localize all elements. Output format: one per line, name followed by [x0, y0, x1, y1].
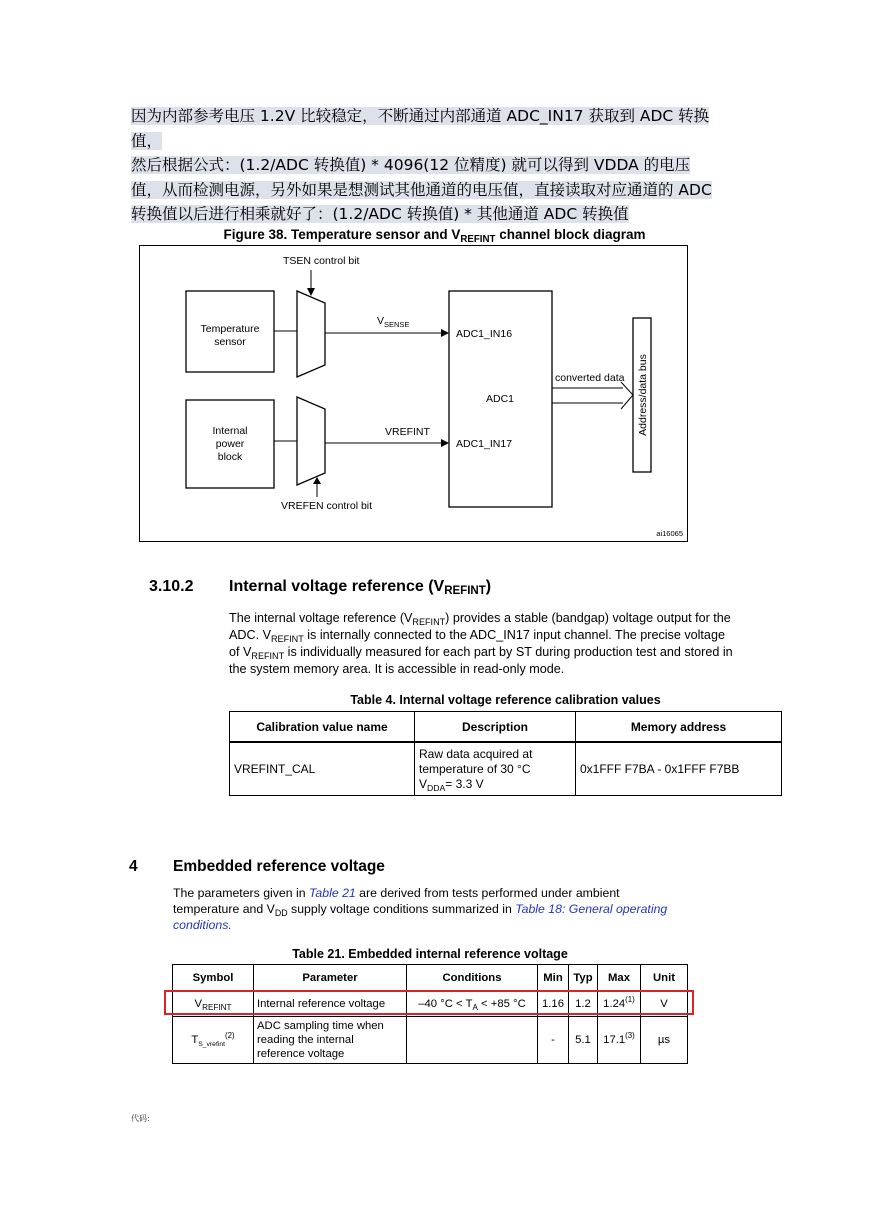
vrefint-symbol: $V_{REFINT}$	[173, 992, 254, 1017]
t21-header-unit: Unit	[641, 965, 688, 992]
table-row	[230, 742, 782, 796]
temperature-sensor-label-1: Temperature	[200, 323, 260, 335]
section2-title: Embedded reference voltage	[173, 858, 385, 875]
ts-vrefint-parameter: ADC sampling time when reading the internal reference voltage	[254, 1017, 407, 1064]
figure-caption: Figure 38. Temperature sensor and $V_{REFINT}$ channel block diagram	[223, 227, 646, 245]
vrefint-max: 1.24$^{(1)}$	[598, 992, 641, 1017]
block-diagram	[139, 245, 688, 542]
section-title: Internal voltage reference $(V_{REFINT})$	[229, 578, 492, 597]
vrefen-multiplexer	[297, 397, 325, 485]
ts-vrefint-max: 17.1$^{(3)}$	[598, 1017, 641, 1064]
calibration-table	[229, 711, 782, 796]
section2-paragraph: The parameters given in Table 21 are derived from tests performed under ambient temperature and $V_{DD}$ supply voltage conditions summarized in Table 18: General operating conditions.	[173, 886, 668, 932]
table4-header-description: Description	[415, 712, 576, 743]
section-number: 3.10.2	[149, 578, 194, 595]
intro-paragraph	[131, 104, 741, 227]
power-block-label-2: power	[215, 438, 245, 450]
table18-link-cont[interactable]: conditions	[173, 918, 229, 932]
adc1-label: ADC1	[486, 393, 515, 405]
converted-data-label: converted data	[555, 372, 625, 384]
t21-header-symbol: Symbol	[173, 965, 254, 992]
vrefint-min: 1.16	[538, 992, 569, 1017]
ts-vrefint-unit: µs	[641, 1017, 688, 1064]
t21-header-min: Min	[538, 965, 569, 992]
highlight-box	[164, 990, 694, 1015]
t21-header-max: Max	[598, 965, 641, 992]
table21-link[interactable]: Table 21	[309, 886, 356, 900]
t21-header-conditions: Conditions	[407, 965, 538, 992]
t21-header-parameter: Parameter	[254, 965, 407, 992]
table4-header-address: Memory address	[576, 712, 782, 743]
power-block-label-3: block	[217, 451, 243, 463]
footer-text: 代码:	[131, 1114, 150, 1123]
table4-caption: Table 4. Internal voltage reference calibration values	[350, 693, 661, 707]
temperature-sensor-label-2: sensor	[214, 336, 246, 348]
ts-vrefint-conditions	[407, 1017, 538, 1064]
table4-header-name: Calibration value name	[230, 712, 415, 743]
calibration-name: VREFINT_CAL	[230, 742, 415, 796]
section-paragraph: The internal voltage reference $(V_{REFINT})$ provides a stable (bandgap) voltage output for the ADC. $V_{REFINT}$ is internally connected to the ADC_IN17 input channel. The precise voltage of $V_{REFINT}$ is individually measured for each part by ST during production test and stored in the system memory area. It is accessible in read-only mode.	[229, 611, 733, 676]
vrefen-control-label: VREFEN control bit	[281, 500, 373, 512]
adc1-in17-label: ADC1_IN17	[456, 438, 513, 450]
tsen-control-label: TSEN control bit	[283, 255, 360, 267]
adc1-in16-label: ADC1_IN16	[456, 328, 513, 340]
vrefint-signal-label: VREFINT	[385, 426, 430, 438]
intro-line-2: 值，	[131, 131, 163, 150]
intro-line-5: 转换值以后进行相乘就好了：(1.2/ADC 转换值) * 其他通道 ADC 转换值	[131, 205, 629, 223]
power-block-label-1: Internal	[212, 425, 248, 437]
intro-line-1: 因为内部参考电压 1.2V 比较稳定，不断通过内部通道 ADC_IN17 获取到 ADC 转换	[131, 107, 710, 125]
table21-caption: Table 21. Embedded internal reference voltage	[292, 947, 568, 961]
t21-header-typ: Typ	[569, 965, 598, 992]
figure-code: ai16065	[656, 529, 683, 538]
vsense-label: $V_{SENSE}$	[377, 315, 410, 329]
vrefint-conditions: –40 $^\circ C < T_A < +85$ °C	[407, 992, 538, 1017]
table-row	[173, 1017, 688, 1064]
ts-vrefint-symbol: $T_{S\_vrefint}^{(2)}$	[173, 1017, 254, 1064]
ts-vrefint-typ: 5.1	[569, 1017, 598, 1064]
ts-vrefint-min: -	[538, 1017, 569, 1064]
table18-link[interactable]: Table 18: General operating	[515, 902, 668, 916]
vrefint-parameter: Internal reference voltage	[254, 992, 407, 1017]
intro-line-3: 然后根据公式：(1.2/ADC 转换值) * 4096(12 位精度) 就可以得到 VDDA 的电压	[131, 156, 691, 174]
intro-line-4: 值，从而检测电源，另外如果是想测试其他通道的电压值，直接读取对应通道的 ADC	[131, 180, 712, 199]
calibration-description: Raw data acquired at temperature of 30 °C $V_{DDA}= 3.3$ V	[415, 742, 576, 796]
vrefint-unit: V	[641, 992, 688, 1017]
tsen-multiplexer	[297, 291, 325, 377]
section2-number: 4	[129, 858, 138, 875]
vrefint-typ: 1.2	[569, 992, 598, 1017]
bus-label: Address/data bus	[637, 354, 649, 436]
calibration-address: 0x1FFF F7BA - 0x1FFF F7BB	[576, 742, 782, 796]
